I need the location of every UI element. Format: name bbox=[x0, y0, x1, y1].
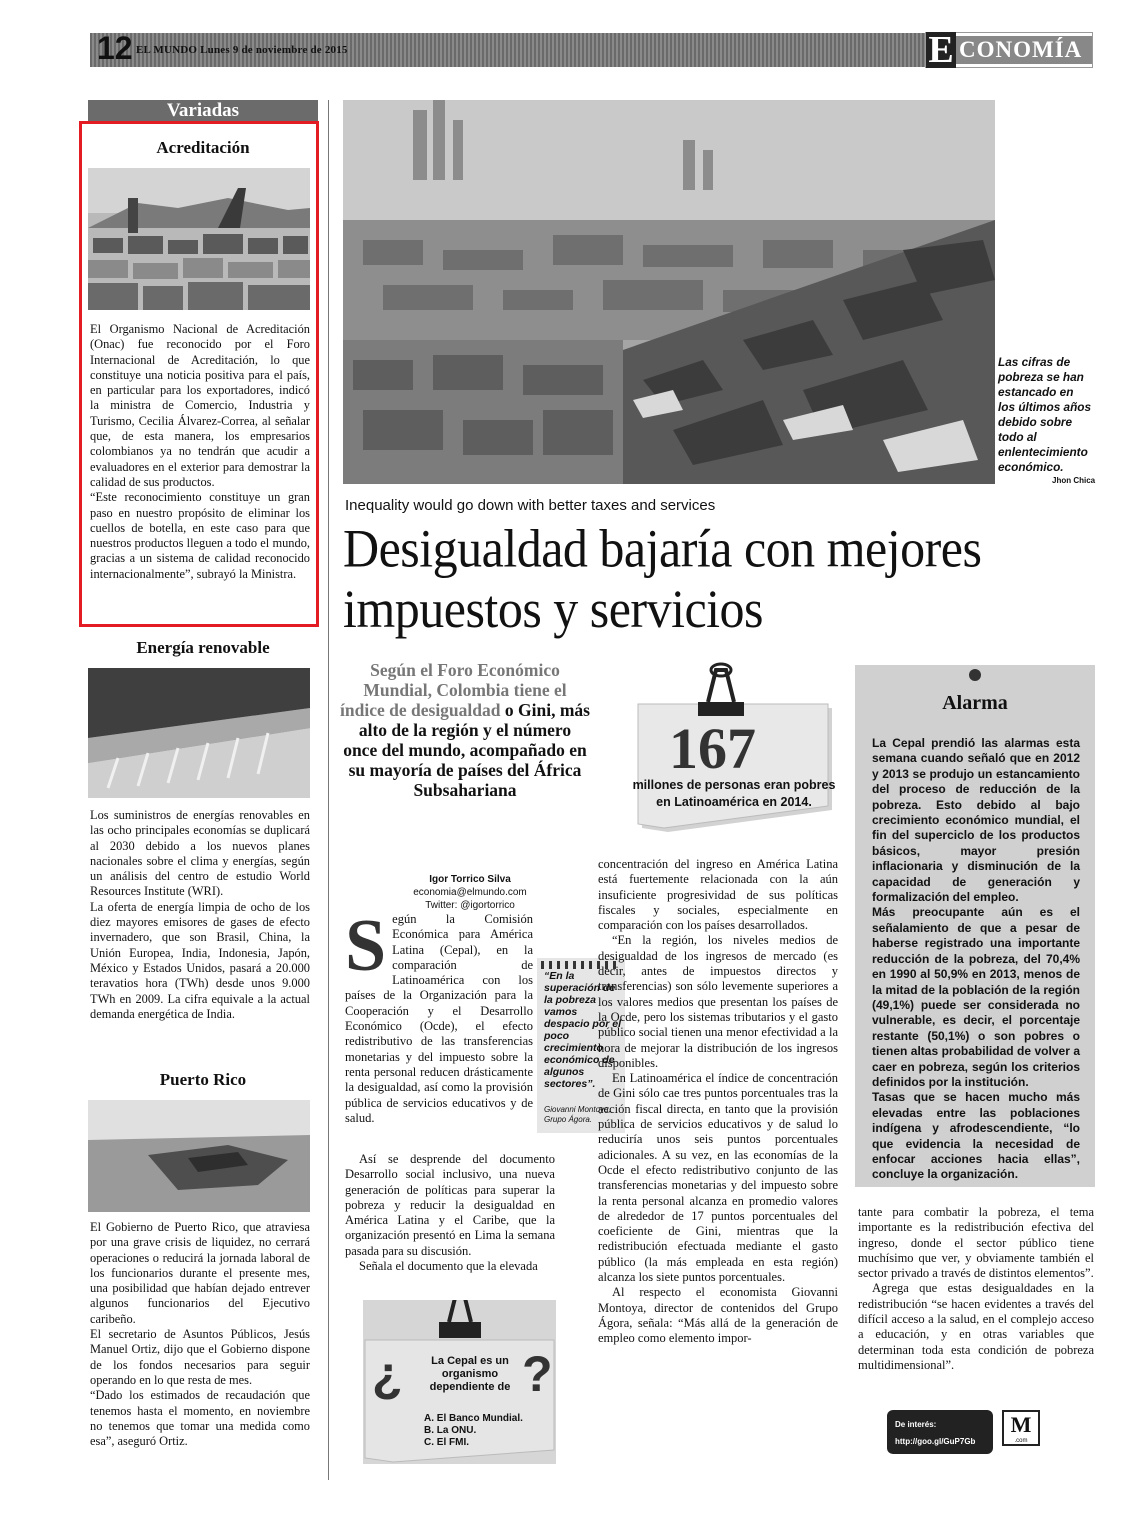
paragraph: Los suministros de energías renovables en las ocho principales economías se duplicará al 2030 debido a los nuevos planes nacionales sobre el clima y energías, según un análisis del centro de estudio World Resources Institute (WRI). bbox=[90, 808, 310, 899]
column-label: Variadas bbox=[88, 100, 318, 122]
body-col2 bbox=[598, 857, 838, 1347]
promo-label: De interés: bbox=[895, 1420, 937, 1429]
deck-highlight: Según el Foro Económico Mundial, Colombia tiene el índice de desigualdad bbox=[340, 660, 567, 720]
paragraph: La oferta de energía limpia de ocho de los diez mayores emisores de gases de efecto invernadero, que son Brasil, China, la Unión Europea, India, Indonesia, Japón, México y Estados Unidos, pasará a 20.000 teravatios hora (TWh) desde unos 9.000 TWh en 2009. La cifra equivale a la actual demanda energética de India. bbox=[90, 899, 310, 1021]
byline-name: Igor Torrico Silva bbox=[429, 874, 511, 885]
newspaper-logo bbox=[1002, 1410, 1040, 1446]
deck bbox=[340, 660, 590, 800]
brief-title-energia: Energía renovable bbox=[136, 638, 270, 657]
paragraph: El Gobierno de Puerto Rico, que atraviesa por una grave crisis de liquidez, no cerrará operaciones o reducirá la jornada laboral de los funcionarios durante el presente mes, una posibilidad que habían dejado entrever algunos funcionarios del Ejecutivo caribeño. bbox=[90, 1220, 310, 1326]
logo-sub: .com bbox=[1014, 1438, 1028, 1444]
dropcap: S bbox=[345, 905, 387, 987]
byline-email: economia@elmundo.com bbox=[413, 887, 527, 898]
paragraph: “Dado los estimados de recaudación que tenemos hasta el momento, en noviembre no tenemos que tomar una medida como esa”, aseguró Ortiz. bbox=[90, 1388, 310, 1449]
byline-twitter: Twitter: @igortorrico bbox=[425, 900, 515, 911]
brief-body-acreditacion bbox=[90, 322, 310, 582]
paragraph: “Este reconocimiento constituye un gran paso en nuestro propósito de eliminar los cuellos de botella, en este caso para que nuestros productos lleguen a todo el mundo, gracias a un sistema de calidad reconocido internacionalmente”, subrayó la Ministra. bbox=[90, 490, 310, 581]
brief-title-acreditacion: Acreditación bbox=[156, 138, 250, 157]
quiz-options bbox=[424, 1413, 523, 1449]
brief-body-puerto-rico bbox=[90, 1220, 310, 1449]
brief-title-puerto-rico: Puerto Rico bbox=[159, 1070, 247, 1089]
headline: Desigualdad bajaría con mejores impuestos y servicios bbox=[343, 518, 982, 639]
photo-credit: Jhon Chica bbox=[1052, 476, 1096, 485]
quiz-option: A. El Banco Mundial. bbox=[424, 1413, 523, 1424]
paragraph: “En la región, los niveles medios de desigualdad de los ingresos de mercado (es decir, antes de impuestos directos y transferencias) son sólo levemente superiores a los valores medios que presentan los países de la Ocde, pero los sistemas tributarios y el gasto público social tienen una menor efectividad a la hora de mejorar la distribución de los ingresos disponibles. bbox=[598, 933, 838, 1070]
section-name: CONOMÍA bbox=[956, 36, 1092, 64]
paragraph: La Cepal prendió las alarmas esta semana cuando señaló que en 2012 y 2013 se produjo un estancamiento del proceso de reducción de la pobreza. Esto debido al bajo crecimiento económico mundial, el fin del superciclo de los productos básicos, mayor presión inflacionaria y disminución de la capacidad de generación y formalización del empleo. bbox=[872, 736, 1080, 905]
dam-photo bbox=[88, 668, 310, 798]
logo-letter: M bbox=[1010, 1412, 1032, 1437]
brief-body-energia bbox=[90, 808, 310, 1022]
paragraph: Señala el documento que la elevada bbox=[359, 1259, 538, 1274]
promo-url[interactable]: http://goo.gl/GuP7Gb bbox=[895, 1437, 976, 1446]
alarm-body bbox=[872, 736, 1080, 1183]
paragraph: El Organismo Nacional de Acreditación (Onac) fue reconocido por el Foro Internacional de Acreditación, lo que constituye una noticia positiva para el país, en particular para los exportadores, indicó la ministra de Comercio, Industria y Turismo, Cecilia Álvarez-Correa, al señalar que, de esta manera, los empresarios colombianos ya no tendrán que acudir a evaluadores en el exterior para demostrar la calidad de sus productos. bbox=[90, 322, 310, 489]
quiz-question: La Cepal es un organismo dependiente de bbox=[429, 1355, 511, 1393]
kicker: Inequality would go down with better taxes and services bbox=[345, 497, 716, 514]
alarm-title: Alarma bbox=[942, 692, 1008, 714]
paragraph: tante para combatir la pobreza, el tema importante es la redistribución efectiva del ingreso, donde el sector público tiene muchísimo que ver, y obviamente también el sector privado a través de distintos elementos”. bbox=[858, 1205, 1094, 1281]
paragraph: Más preocupante aún es el señalamiento de que a pesar de haberse registrado una importante reducción de la pobreza, del 70,4% en 1990 al 50,9% en 2013, menos de la mitad de la población de la región (49,1%) puede ser considerada no vulnerable, es decir, el porcentaje restante (50,1%) o son pobres o tienen altas probabilidad de volver a caer en pobreza, según los criterios definidos por la institución. bbox=[872, 905, 1080, 1089]
paragraph: En Latinoamérica el índice de concentración de Gini sólo cae tres puntos porcentuales tras la acción fiscal directa, en tanto que la provisión pública de servicios educativos y de salud lo reduciría unos seis puntos porcentuales adicionales. A su vez, en las economías de la Ocde el efecto redistributivo conjunto de las transferencias monetarias y del impuesto sobre la renta personal alcanza en promedio valores de alrededor de 17 puntos porcentuales del coeficiente de Gini, mientras que la redistribución efectuada mediante el gasto público (la más empleada en esta región) alcanza los siete puntos porcentuales. bbox=[598, 1071, 838, 1285]
paragraph: El secretario de Asuntos Públicos, Jesús Manuel Ortiz, dijo que el Gobierno dispone de los fondos necesarios para seguir operando en lo que resta de mes. bbox=[90, 1327, 310, 1387]
paragraph: Al respecto el economista Giovanni Montoya, director de contenidos del Grupo Ágora, señala: “Más allá de la generación de empleo como elemento impor- bbox=[598, 1285, 838, 1346]
photo-caption: Las cifras de pobreza se han estancado en los últimos años debido sobre todo al enlentecimiento económico. bbox=[998, 355, 1092, 474]
paragraph: Así se desprende del documento Desarrollo social inclusivo, una nueva generación de políticas para superar la pobreza y reducir la desigualdad en América Latina y el Caribe, que la organización presentó en Lima la semana pasada para su discusión. bbox=[345, 1152, 555, 1258]
port-containers-photo bbox=[88, 168, 310, 310]
body-col1-bottom bbox=[345, 1152, 555, 1274]
lead-paragraph: egún la Comisión Económica para América Latina (Cepal), en la comparación de Latinoamérica con los países de la Organización para la Cooperación y el Desarrollo Económico (Ocde), el efecto redistributivo de las transferencias monetarias y del impuesto sobre la renta personal reducen drásticamente la desigualdad, así como la provisión pública de servicios educativos y de salud. bbox=[345, 912, 533, 1125]
stat-number: 167 bbox=[669, 716, 756, 781]
paragraph: concentración del ingreso en América Latina está fuertemente relacionada con la aún insuficiente progresividad de sus políticas fiscales y sociales, especialmente en comparación con los países desarrollados. bbox=[598, 857, 838, 933]
pull-quote-attribution: Giovanni Montoya, Grupo Ágora. bbox=[544, 1105, 611, 1124]
column-divider bbox=[328, 100, 329, 1480]
city-slum-photo bbox=[343, 100, 995, 484]
paragraph: Tasas que se hacen mucho más elevadas entre las poblaciones indígena y afrodescendiente, “lo que evidencia la necesidad de enfocar acciones hacia ellas”, concluye la organización. bbox=[872, 1090, 1080, 1182]
paragraph: Agrega que estas desigualdades en la redistribución “se hacen evidentes a través del difícil acceso a la salud, en el complejo acceso a educación, y en otras variables que determinan toda esta condición de pobreza multidimensional”. bbox=[858, 1281, 1094, 1372]
body-col3 bbox=[858, 1205, 1094, 1373]
deck-rest: o Gini, más alto de la región y el número once del mundo, acompañado en su mayoría de países del África Subsahariana bbox=[343, 700, 590, 800]
fortress-coast-photo bbox=[88, 1100, 310, 1212]
quiz-option: B. La ONU. bbox=[424, 1425, 477, 1436]
section-tag bbox=[925, 29, 1093, 71]
promo-box[interactable] bbox=[887, 1410, 993, 1454]
stat-label: millones de personas eran pobres en Latinoamérica en 2014. bbox=[632, 778, 836, 809]
pull-quote: “En la superación de la pobreza vamos despacio por el poco crecimiento económico de algunos sectores”. bbox=[544, 970, 622, 1090]
page-number: 12 bbox=[97, 30, 133, 66]
quiz-option: C. El FMI. bbox=[424, 1437, 469, 1448]
paper-date: EL MUNDO Lunes 9 de noviembre de 2015 bbox=[136, 44, 348, 56]
quiz-open-mark: ¿ bbox=[372, 1346, 403, 1402]
section-initial: E bbox=[926, 32, 956, 68]
quiz-close-mark: ? bbox=[522, 1346, 553, 1402]
